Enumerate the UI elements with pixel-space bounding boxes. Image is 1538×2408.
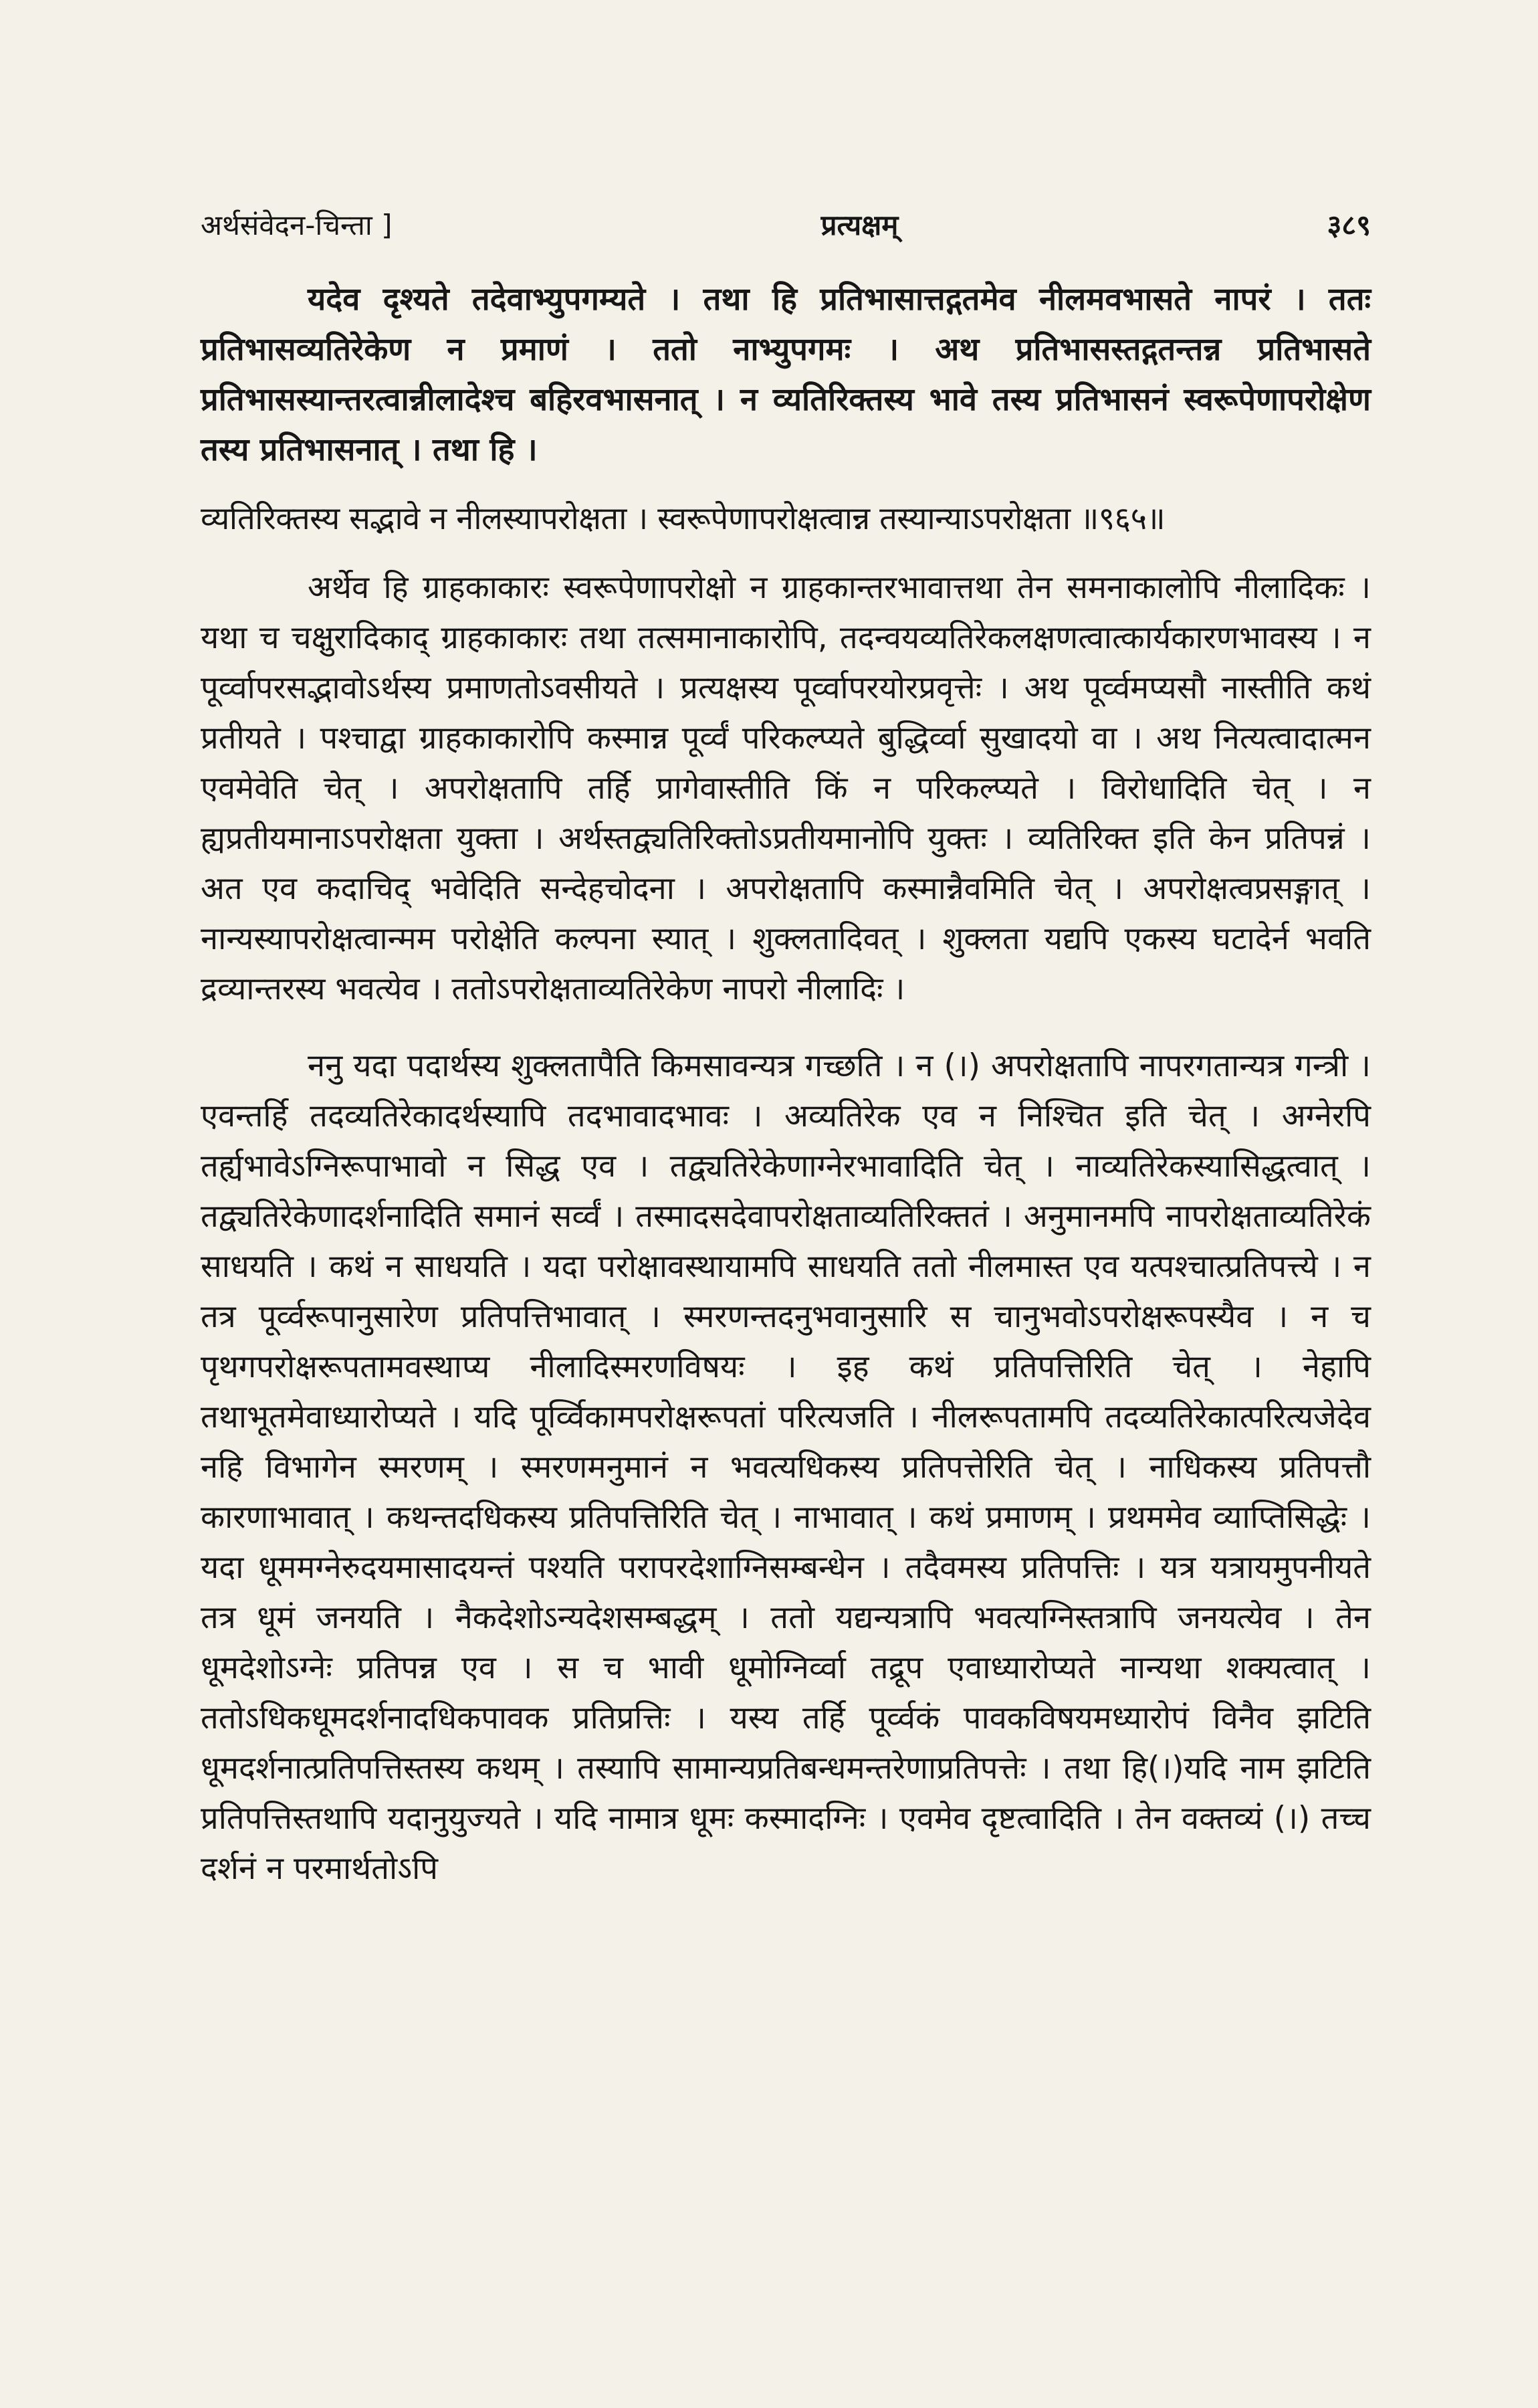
section-title: अर्थसंवेदन-चिन्ता ]	[201, 208, 393, 241]
chapter-title: प्रत्यक्षम्	[820, 208, 899, 241]
paragraph-3: ननु यदा पदार्थस्य शुक्लतापैति किमसावन्यत्र गच्छति । न (।) अपरोक्षतापि नापरगतान्यत्र गन्त्री । एवन्तर्हि तदव्यतिरेकादर्थस्यापि तदभावादभावः । अव्यतिरेक एव न निश्चित इति चेत् । अग्नेरपि तर्ह्यभावेऽग्निरूपाभावो न सिद्ध एव । तद्व्यतिरेकेणाग्नेरभावादिति चेत् । नाव्यतिरेकस्यासिद्धत्वात् । तद्व्यतिरेकेणादर्शनादिति समानं सर्व्वं । तस्मादसदेवापरोक्षताव्यतिरिक्ततं । अनुमानमपि नापरोक्षताव्यतिरेकं साधयति । कथं न साधयति । यदा परोक्षावस्थायामपि साधयति ततो नीलमास्त एव यत्पश्चात्प्रतिपत्त्ये । न तत्र पूर्व्वरूपानुसारेण प्रतिपत्तिभावात् । स्मरणन्तदनुभवानुसारि स चानुभवोऽपरोक्षरूपस्यैव । न च पृथगपरोक्षरूपतामवस्थाप्य नीलादिस्मरणविषयः । इह कथं प्रतिपत्तिरिति चेत् । नेहापि तथाभूतमेवाध्यारोप्यते । यदि पूर्व्विकामपरोक्षरूपतां परित्यजति । नीलरूपतामपि तदव्यतिरेकात्परित्यजेदेव नहि विभागेन स्मरणम् । स्मरणमनुमानं न भवत्यधिकस्य प्रतिपत्तेरिति चेत् । नाधिकस्य प्रतिपत्तौ कारणाभावात् । कथन्तदधिकस्य प्रतिपत्तिरिति चेत् । नाभावात् । कथं प्रमाणम् । प्रथममेव व्याप्तिसिद्धेः । यदा धूममग्नेरुदयमासादयन्तं पश्यति परापरदेशाग्निसम्बन्धेन । तदैवमस्य प्रतिपत्तिः । यत्र यत्रायमुपनीयते तत्र धूमं जनयति । नैकदेशोऽन्यदेशसम्बद्धम् । ततो यद्यन्यत्रापि भवत्यग्निस्तत्रापि जनयत्येव । तेन धूमदेशोऽग्नेः प्रतिपन्न एव । स च भावी धूमोग्निर्व्वा तद्रूप एवाध्यारोप्यते नान्यथा शक्यत्वात् । ततोऽधिकधूमदर्शनादधिकपावक प्रतिप्रत्तिः । यस्य तर्हि पूर्व्वकं पावकविषयमध्यारोपं विनैव झटिति धूमदर्शनात्प्रतिपत्तिस्तस्य कथम् । तस्यापि सामान्यप्रतिबन्धमन्तरेणाप्रतिपत्तेः । तथा हि(।)यदि नाम झटिति प्रतिपत्तिस्तथापि यदानुयुज्यते । यदि नामात्र धूमः कस्मादग्निः । एवमेव दृष्टत्वादिति । तेन वक्तव्यं (।) तच्च दर्शनं न परमार्थतोऽपि	[201, 1047, 1371, 1887]
running-header	[201, 201, 1371, 247]
page-number: ३८९	[1327, 208, 1371, 241]
paragraph-2: अर्थेव हि ग्राहकाकारः स्वरूपेणापरोक्षो न ग्राहकान्तरभावात्तथा तेन समनाकालोपि नीलादिकः । यथा च चक्षुरादिकाद् ग्राहकाकारः तथा तत्समानाकारोपि, तदन्वयव्यतिरेकलक्षणत्वात्कार्यकारणभावस्य । न पूर्व्वापरसद्भावोऽर्थस्य प्रमाणतोऽवसीयते । प्रत्यक्षस्य पूर्व्वापरयोरप्रवृत्तेः । अथ पूर्व्वमप्यसौ नास्तीति कथं प्रतीयते । पश्चाद्वा ग्राहकाकारोपि कस्मान्न पूर्व्वं परिकल्प्यते बुद्धिर्व्वा सुखादयो वा । अथ नित्यत्वादात्मन एवमेवेति चेत् । अपरोक्षतापि तर्हि प्रागेवास्तीति किं न परिकल्प्यते । विरोधादिति चेत् । न ह्यप्रतीयमानाऽपरोक्षता युक्ता । अर्थस्तद्व्यतिरिक्तोऽप्रतीयमानोपि युक्तः । व्यतिरिक्त इति केन प्रतिपन्नं । अत एव कदाचिद् भवेदिति सन्देहचोदना । अपरोक्षतापि कस्मान्नैवमिति चेत् । अपरोक्षत्वप्रसङ्गात् । नान्यस्यापरोक्षत्वान्मम परोक्षेति कल्पना स्यात् । शुक्लतादिवत् । शुक्लता यद्यपि एकस्य घटादेर्न भवति द्रव्यान्तरस्य भवत्येव । ततोऽपरोक्षताव्यतिरेकेण नापरो नीलादिः ।	[201, 569, 1371, 1007]
paragraph-1: यदेव दृश्यते तदेवाभ्युपगम्यते । तथा हि प्रतिभासात्तद्गतमेव नीलमवभासते नापरं । ततः प्रतिभासव्यतिरेकेण न प्रमाणं । ततो नाभ्युपगमः । अथ प्रतिभासस्तद्गतन्तन्न प्रतिभासते प्रतिभासस्यान्तरत्वान्नीलादेश्च बहिरवभासनात् । न व्यतिरिक्तस्य भावे तस्य प्रतिभासनं स्वरूपेणापरोक्षेण तस्य प्रतिभासनात् । तथा हि ।	[201, 281, 1371, 468]
verse-965: व्यतिरिक्तस्य सद्भावे न नीलस्यापरोक्षता । स्वरूपेणापरोक्षत्वान्न तस्यान्याऽपरोक्षता ॥९६५॥	[201, 500, 1166, 537]
paragraph-gap	[201, 1014, 1371, 1041]
